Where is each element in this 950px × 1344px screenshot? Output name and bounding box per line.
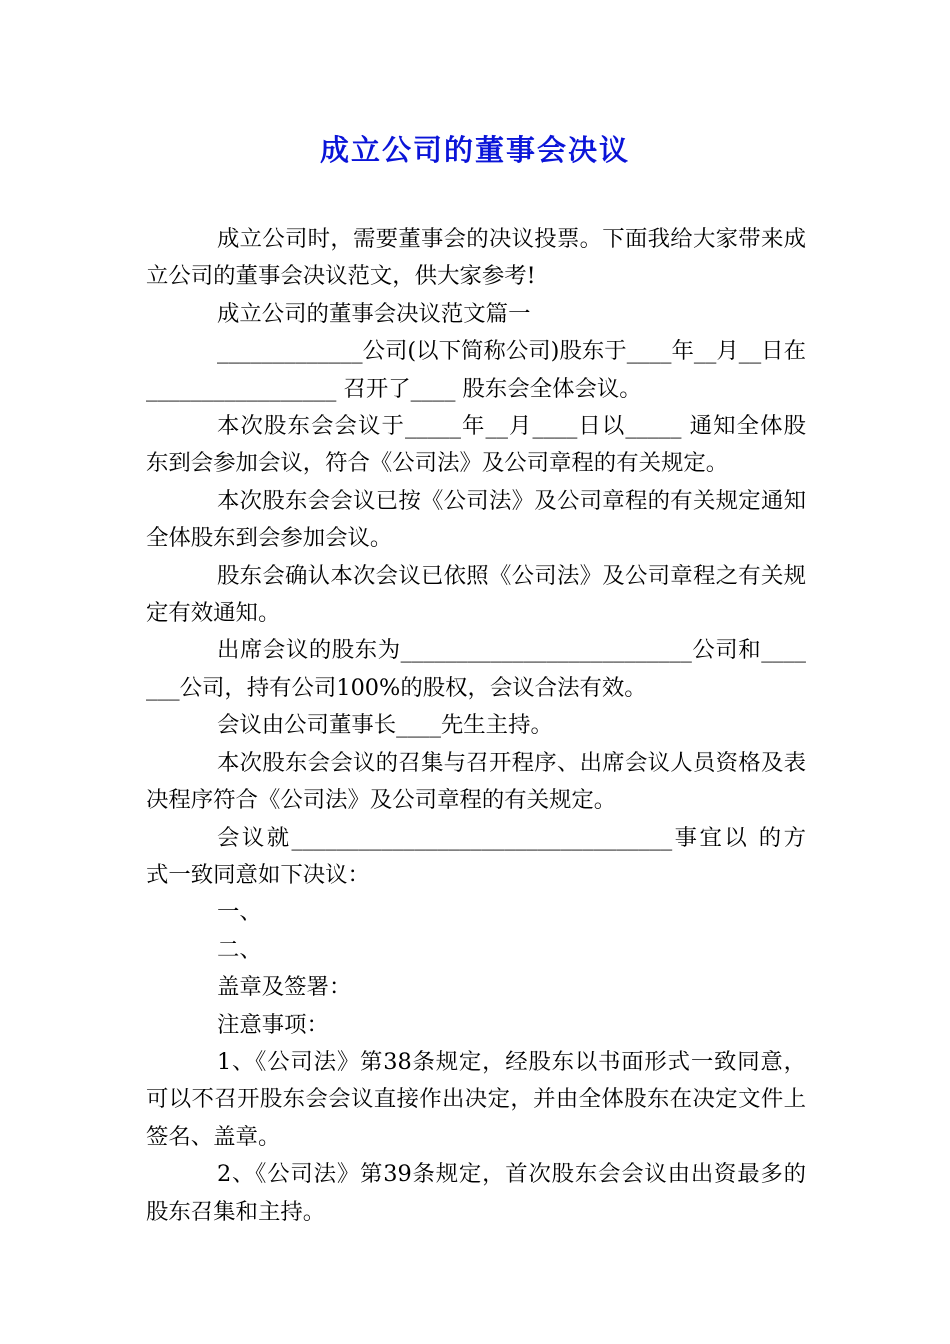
paragraph-signature: 盖章及签署： <box>217 974 352 1001</box>
paragraph-resolution-item-2: 二、 <box>217 936 262 963</box>
document-title: 成立公司的董事会决议 <box>319 133 630 167</box>
paragraph-procedure: 本次股东会会议的召集与召开程序、出席会议人员资格及表决程序符合《公司法》及公司章程的有关规定。 <box>146 749 806 814</box>
paragraph-chair: 会议由公司董事长____先生主持。 <box>217 712 553 739</box>
paragraph-attendees: 出席会议的股东为__________________________公司和_______公司，持有公司100%的股权，会议合法有效。 <box>146 637 806 701</box>
paragraph-notice-compliance: 本次股东会会议已按《公司法》及公司章程的有关规定通知全体股东到会参加会议。 <box>146 487 806 552</box>
document-body <box>146 221 806 1231</box>
paragraph-meeting-info: _____________公司(以下简称公司)股东于____年__月__日在_________________ 召开了____ 股东会全体会议。 <box>146 338 806 402</box>
paragraph-note-1: 1、《公司法》第38条规定，经股东以书面形式一致同意，可以不召开股东会会议直接作出决定，并由全体股东在决定文件上签名、盖章。 <box>146 1048 806 1150</box>
paragraph-notes-heading: 注意事项： <box>217 1011 329 1038</box>
paragraph-intro: 成立公司时，需要董事会的决议投票。下面我给大家带来成立公司的董事会决议范文，供大家参考! <box>146 226 806 290</box>
paragraph-resolution-item-1: 一、 <box>217 899 262 926</box>
paragraph-sample-heading: 成立公司的董事会决议范文篇一 <box>217 300 531 327</box>
paragraph-resolution-intro: 会议就__________________________________事宜以 的方式一致同意如下决议： <box>146 824 806 888</box>
paragraph-note-2: 2、《公司法》第39条规定，首次股东会会议由出资最多的股东召集和主持。 <box>146 1161 806 1225</box>
paragraph-confirmation: 股东会确认本次会议已依照《公司法》及公司章程之有关规定有效通知。 <box>146 562 806 627</box>
paragraph-notice-date: 本次股东会会议于_____年__月____日以_____ 通知全体股东到会参加会议，符合《公司法》及公司章程的有关规定。 <box>146 413 806 477</box>
